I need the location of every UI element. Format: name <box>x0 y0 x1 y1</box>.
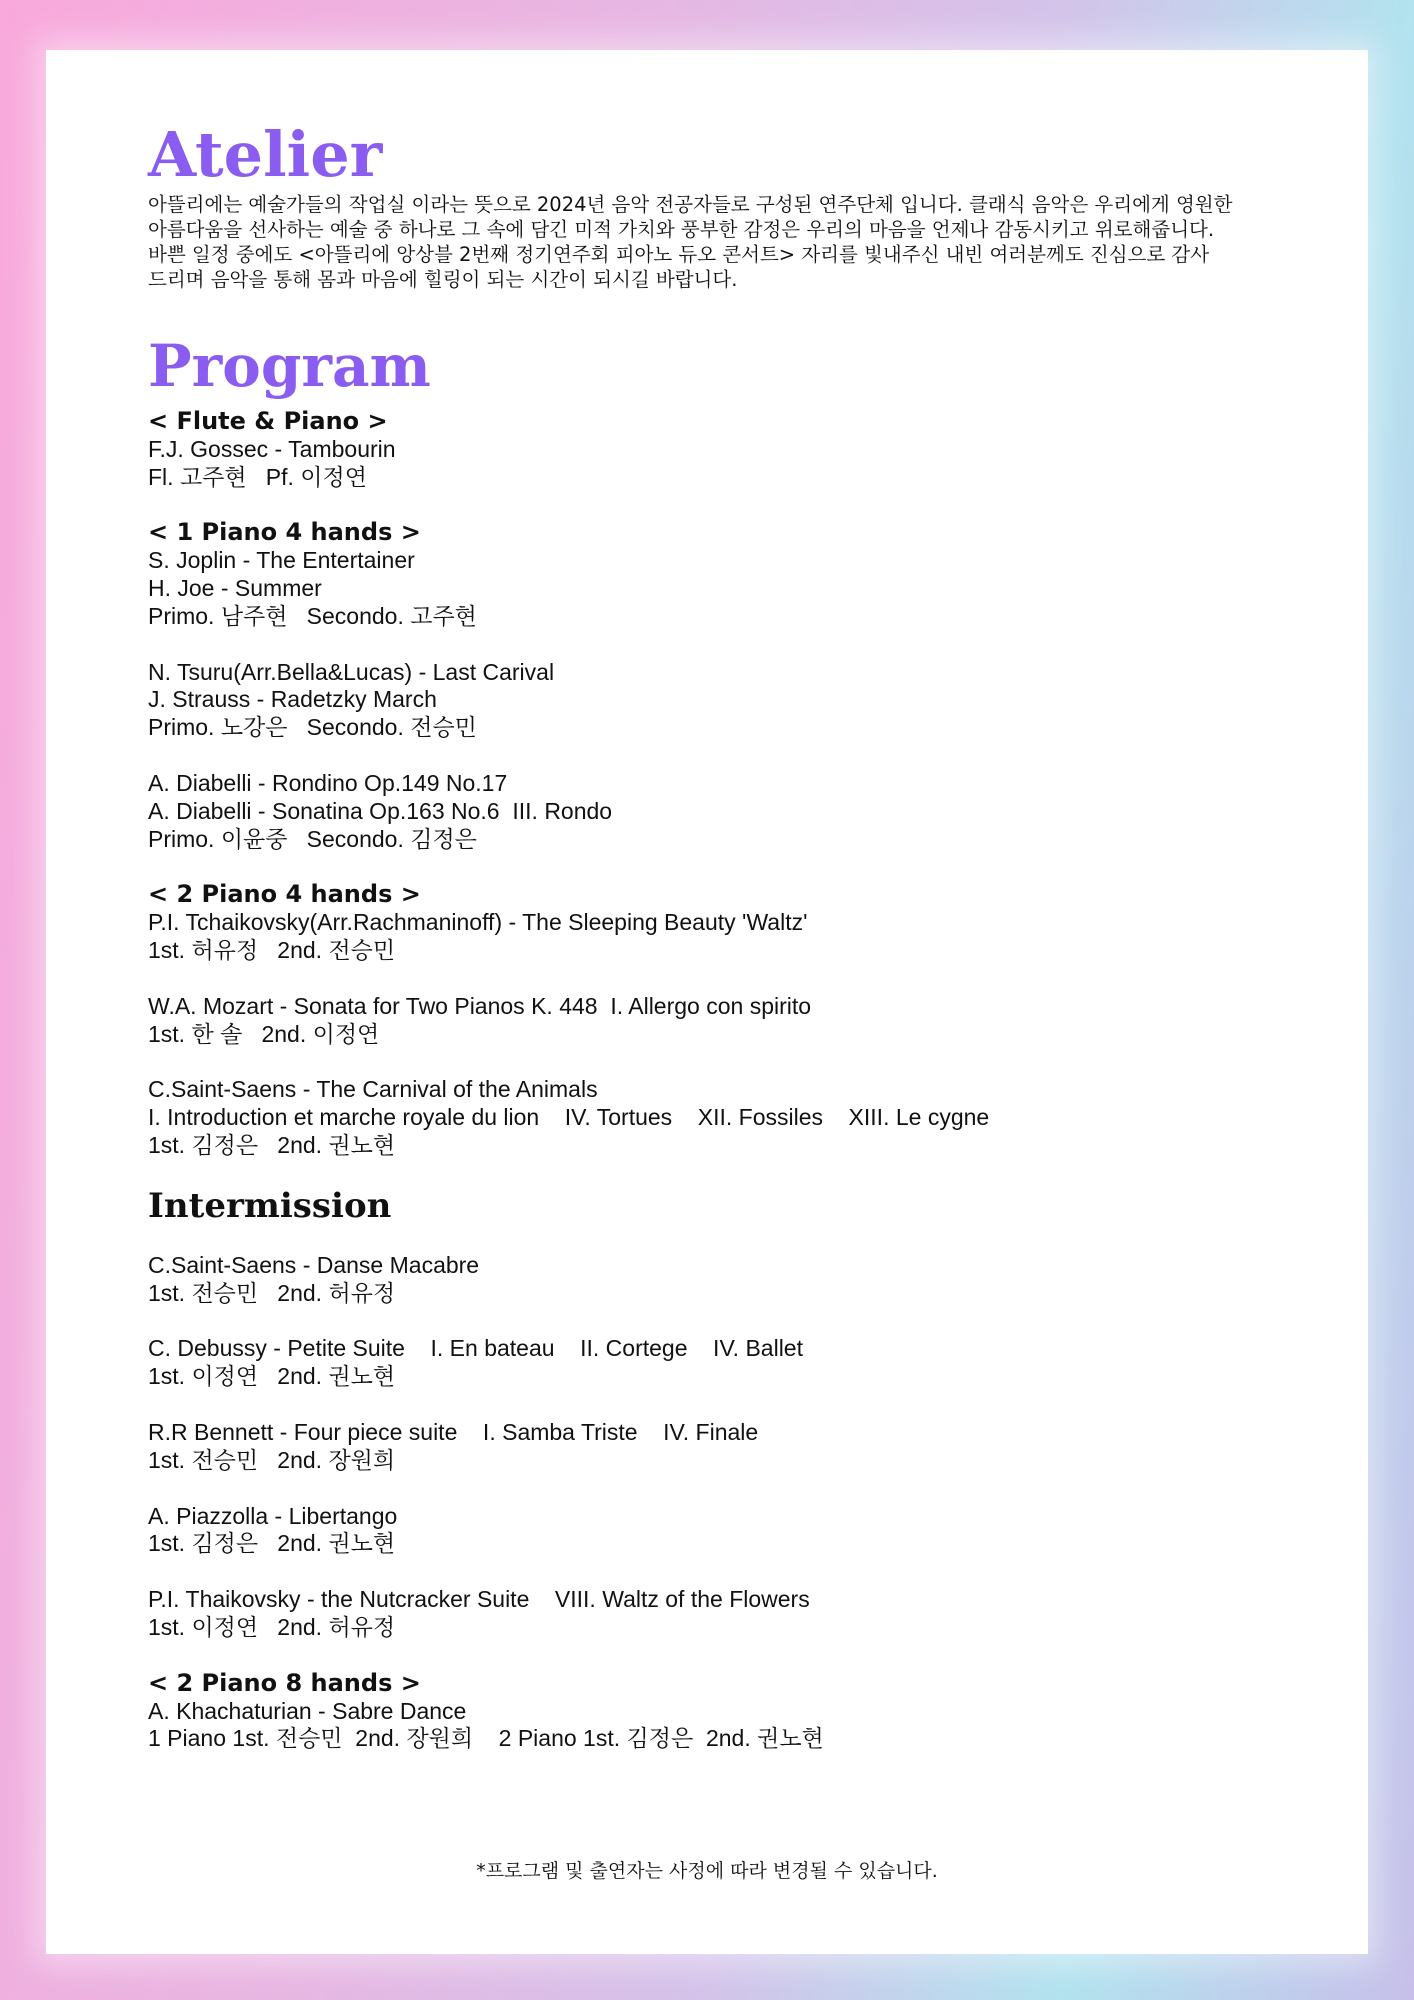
block-gap <box>148 1642 1278 1670</box>
ensemble-heading: < 2 Piano 4 hands > <box>148 880 421 909</box>
atelier-intro <box>148 192 1278 292</box>
atelier-title: Atelier <box>148 118 383 191</box>
program-line: 1st. 한 솔 2nd. 이정연 <box>148 1020 380 1047</box>
program-line: 1st. 전승민 2nd. 허유정 <box>148 1279 396 1306</box>
program-block <box>148 993 1278 1049</box>
program-line: Fl. 고주현 Pf. 이정연 <box>148 463 367 490</box>
program-line: N. Tsuru(Arr.Bella&Lucas) - Last Carival <box>148 658 555 685</box>
program-line: 1st. 김정은 2nd. 권노현 <box>148 1131 396 1158</box>
ensemble-heading: < 1 Piano 4 hands > <box>148 518 421 547</box>
block-gap <box>148 1391 1278 1419</box>
program-line: 1 Piano 1st. 전승민 2nd. 장원희 2 Piano 1st. 김정은 2nd. 권노현 <box>148 1725 824 1752</box>
block-gap <box>148 1558 1278 1586</box>
program-block <box>148 770 1278 853</box>
program-line: A. Diabelli - Sonatina Op.163 No.6 III. Rondo <box>148 797 613 824</box>
program-line: Primo. 이윤중 Secondo. 김정은 <box>148 825 477 852</box>
program-line: Primo. 남주현 Secondo. 고주현 <box>148 602 477 629</box>
program-block <box>148 408 1278 491</box>
program-line: 1st. 전승민 2nd. 장원희 <box>148 1446 396 1473</box>
program-part-2 <box>148 1252 1278 1753</box>
program-block <box>148 1670 1278 1753</box>
footer-note: *프로그램 및 출연자는 사정에 따라 변경될 수 있습니다. <box>476 1860 938 1882</box>
program-block <box>148 1419 1278 1475</box>
intro-line: 아름다움을 선사하는 예술 중 하나로 그 속에 담긴 미적 가치와 풍부한 감정은 우리의 마음을 언제나 감동시키고 위로해줍니다. <box>148 218 1215 241</box>
ensemble-heading: < Flute & Piano > <box>148 407 388 435</box>
program-line: 1st. 이정연 2nd. 허유정 <box>148 1613 396 1640</box>
program-line: C.Saint-Saens - Danse Macabre <box>148 1251 480 1278</box>
block-gap <box>148 742 1278 770</box>
block-gap <box>148 491 1278 519</box>
program-line: P.I. Thaikovsky - the Nutcracker Suite VIII. Waltz of the Flowers <box>148 1586 810 1613</box>
program-block <box>148 1335 1278 1391</box>
program-block <box>148 1252 1278 1308</box>
intro-line: 바쁜 일정 중에도 <아뜰리에 앙상블 2번째 정기연주회 피아노 듀오 콘서트> 자리를 빛내주신 내빈 여러분께도 진심으로 감사 <box>148 243 1210 266</box>
program-block <box>148 519 1278 630</box>
program-line: A. Piazzolla - Libertango <box>148 1502 398 1529</box>
program-line: A. Khachaturian - Sabre Dance <box>148 1697 467 1724</box>
program-block <box>148 659 1278 742</box>
program-line: A. Diabelli - Rondino Op.149 No.17 <box>148 769 508 796</box>
program-line: S. Joplin - The Entertainer <box>148 547 415 574</box>
program-line: C.Saint-Saens - The Carnival of the Animals <box>148 1076 598 1103</box>
program-line: R.R Bennett - Four piece suite I. Samba Triste IV. Finale <box>148 1418 759 1445</box>
intermission-heading: Intermission <box>148 1185 392 1226</box>
intro-line: 드리며 음악을 통해 몸과 마음에 힐링이 되는 시간이 되시길 바랍니다. <box>148 268 738 291</box>
program-title: Program <box>148 332 431 400</box>
program-part-1 <box>148 408 1278 1160</box>
program-line: P.I. Tchaikovsky(Arr.Rachmaninoff) - The Sleeping Beauty 'Waltz' <box>148 909 808 936</box>
program-block <box>148 881 1278 964</box>
program-line: 1st. 김정은 2nd. 권노현 <box>148 1530 396 1557</box>
program-line: I. Introduction et marche royale du lion IV. Tortues XII. Fossiles XIII. Le cygne <box>148 1104 990 1131</box>
ensemble-heading: < 2 Piano 8 hands > <box>148 1668 421 1697</box>
content-area <box>148 118 1278 1753</box>
program-line: W.A. Mozart - Sonata for Two Pianos K. 448 I. Allergo con spirito <box>148 992 812 1019</box>
block-gap <box>148 1048 1278 1076</box>
program-line: 1st. 이정연 2nd. 권노현 <box>148 1363 396 1390</box>
block-gap <box>148 631 1278 659</box>
block-gap <box>148 965 1278 993</box>
program-line: H. Joe - Summer <box>148 574 322 601</box>
program-line: Primo. 노강은 Secondo. 전승민 <box>148 714 477 741</box>
program-line: F.J. Gossec - Tambourin <box>148 435 396 462</box>
program-line: J. Strauss - Radetzky March <box>148 686 437 713</box>
block-gap <box>148 853 1278 881</box>
program-line: 1st. 허유정 2nd. 전승민 <box>148 936 396 963</box>
intro-line: 아뜰리에는 예술가들의 작업실 이라는 뜻으로 2024년 음악 전공자들로 구성된 연주단체 입니다. 클래식 음악은 우리에게 영원한 <box>148 193 1233 216</box>
program-block <box>148 1076 1278 1159</box>
program-line: C. Debussy - Petite Suite I. En bateau II. Cortege IV. Ballet <box>148 1335 803 1362</box>
program-block <box>148 1503 1278 1559</box>
block-gap <box>148 1475 1278 1503</box>
block-gap <box>148 1307 1278 1335</box>
program-block <box>148 1586 1278 1642</box>
